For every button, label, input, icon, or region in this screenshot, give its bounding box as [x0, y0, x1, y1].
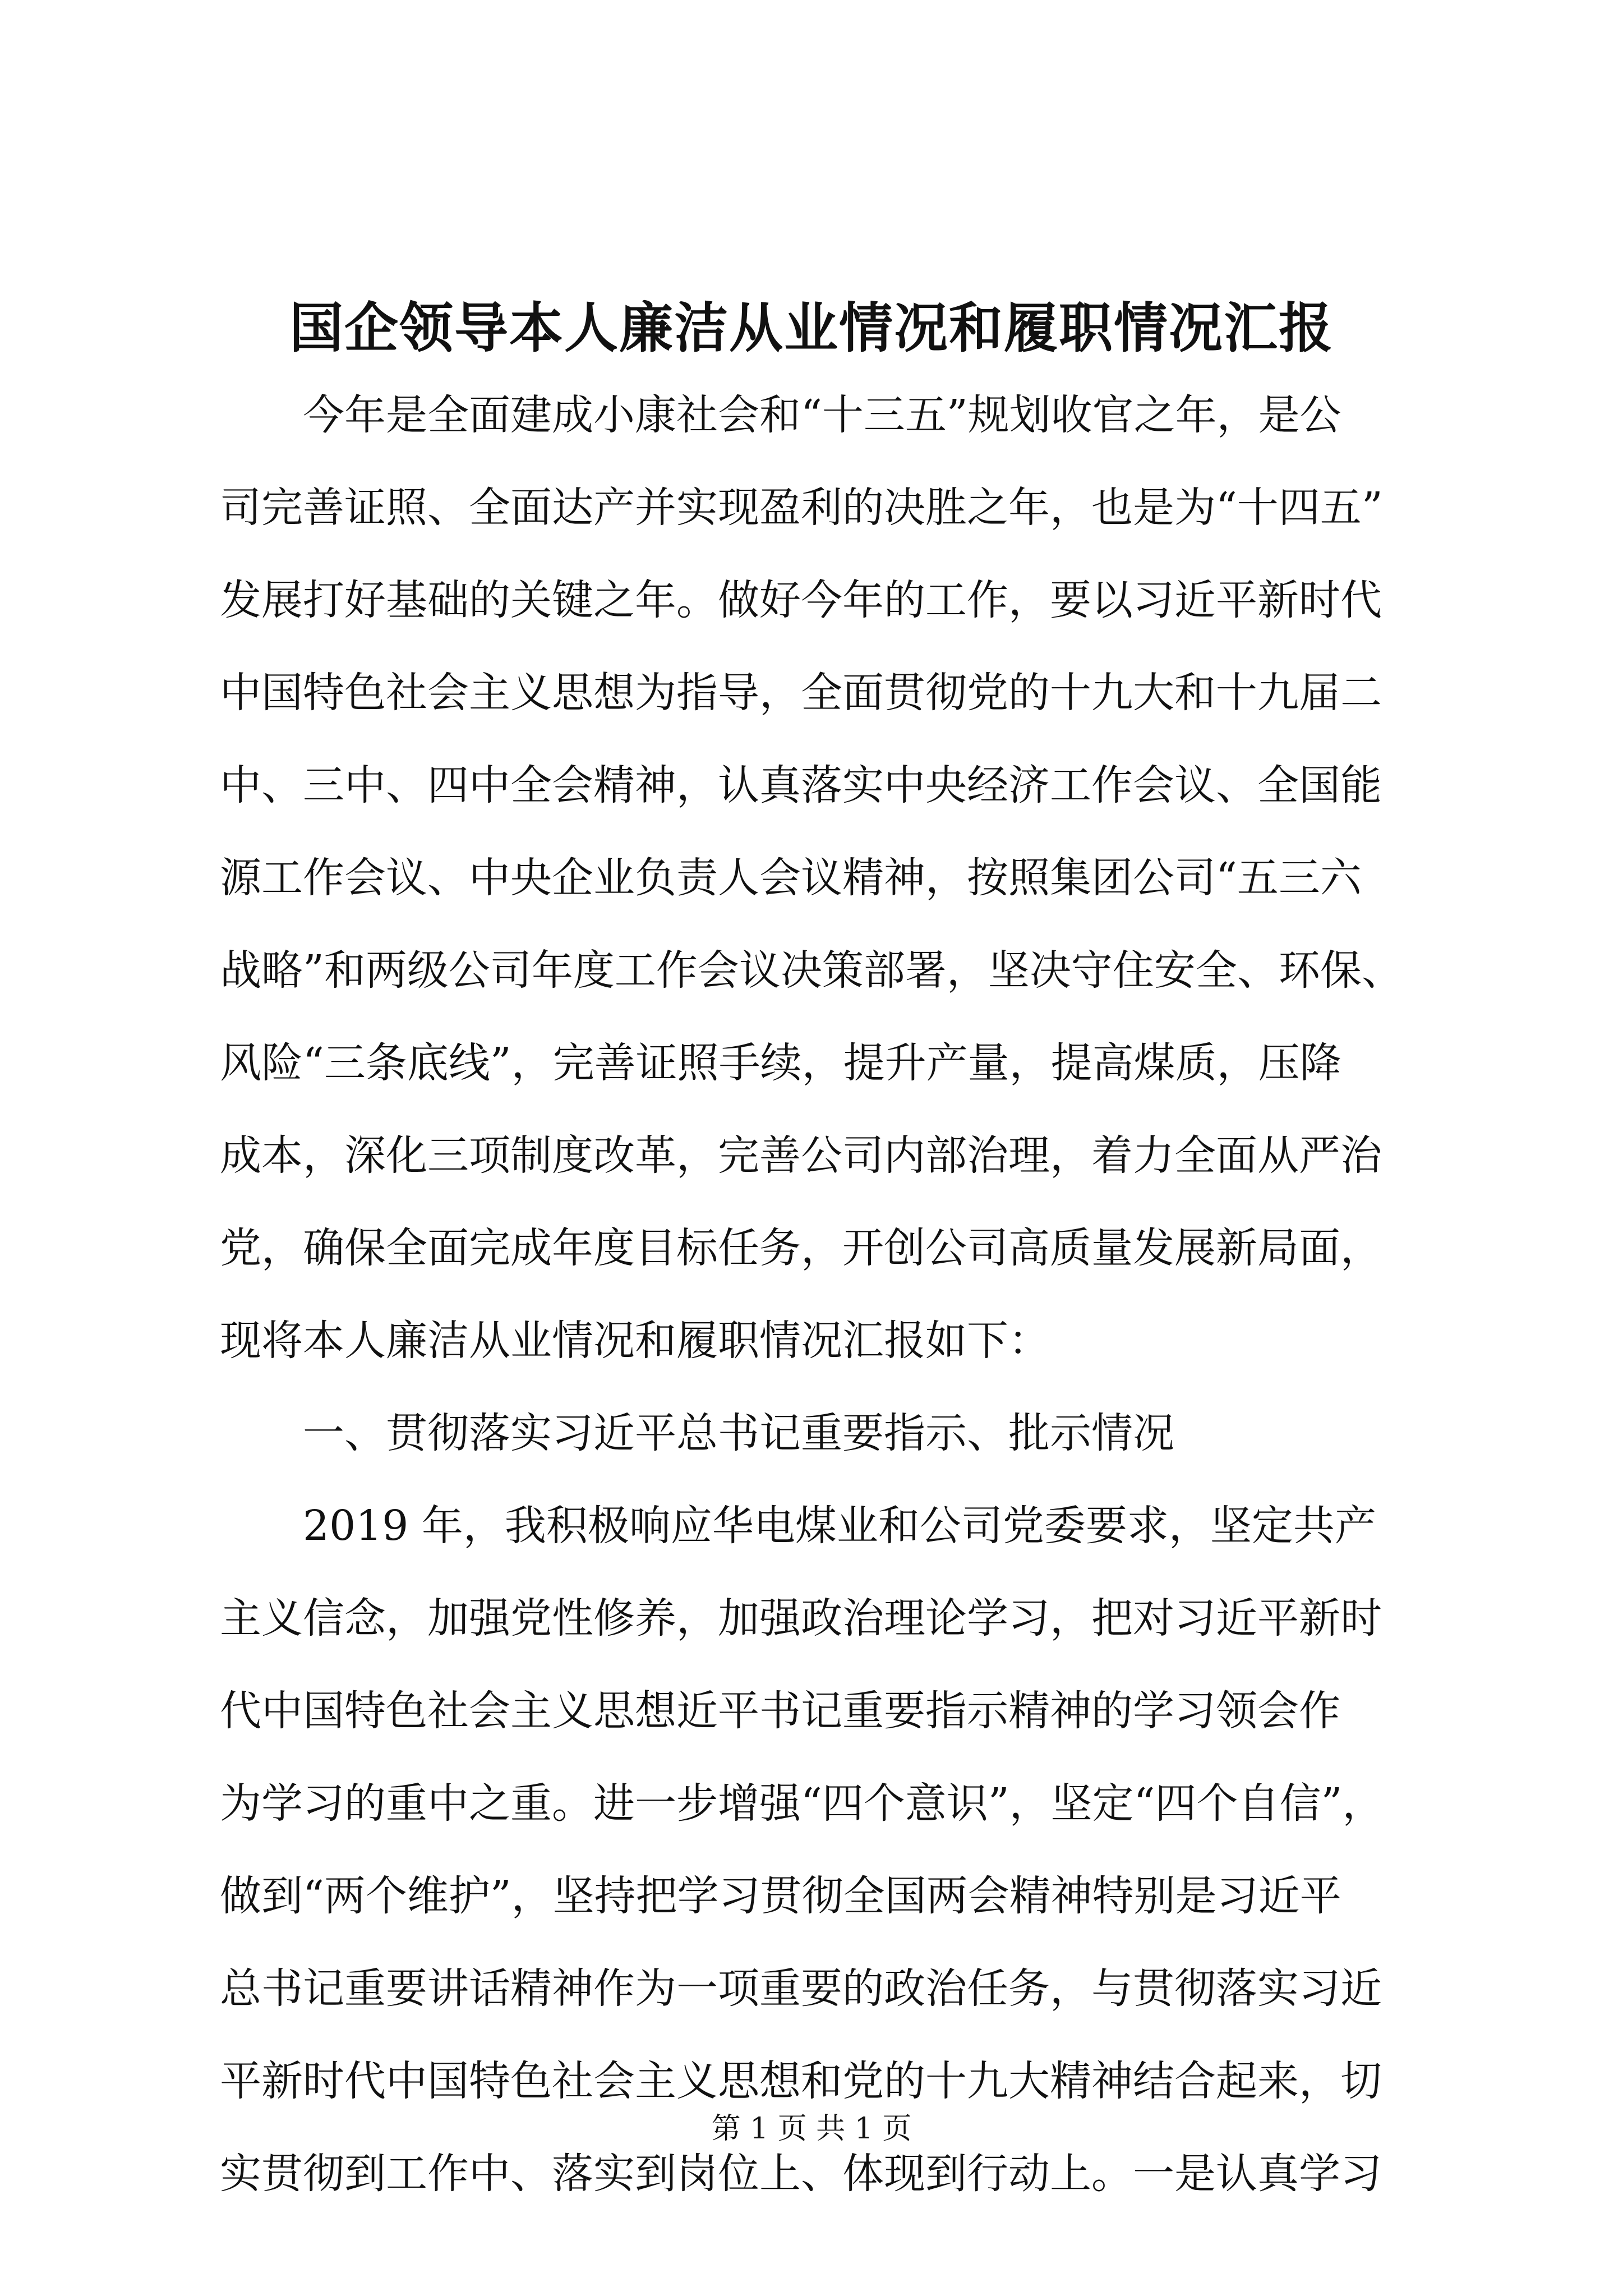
- text-line: 中国特色社会主义思想为指导，全面贯彻党的十九大和十九届二: [220, 669, 1382, 717]
- document-title: 国企领导本人廉洁从业情况和履职情况汇报: [289, 296, 1334, 360]
- text-line: 为学习的重中之重。进一步增强“四个意识”，坚定“四个自信”，: [220, 1779, 1384, 1828]
- page-number-label: 第 1 页 共 1 页: [711, 2112, 912, 2146]
- text-line: 今年是全面建成小康社会和“十三五”规划收官之年，是公: [303, 391, 1341, 439]
- text-line: 2019 年，我积极响应华电煤业和公司党委要求，坚定共产: [303, 1502, 1376, 1550]
- text-line: 源工作会议、中央企业负责人会议精神，按照集团公司“五三六: [220, 854, 1362, 902]
- text-line: 中、三中、四中全会精神，认真落实中央经济工作会议、全国能: [220, 761, 1382, 809]
- text-line: 现将本人廉洁从业情况和履职情况汇报如下：: [220, 1317, 1050, 1365]
- text-line: 司完善证照、全面达产并实现盈利的决胜之年，也是为“十四五”: [220, 484, 1383, 532]
- text-line: 风险“三条底线”，完善证照手续，提升产量，提高煤质，压降: [220, 1039, 1341, 1087]
- text-line: 发展打好基础的关键之年。做好今年的工作，要以习近平新时代: [220, 576, 1382, 624]
- text-line: 总书记重要讲话精神作为一项重要的政治任务，与贯彻落实习近: [220, 1964, 1382, 2013]
- text-line: 代中国特色社会主义思想近平书记重要指示精神的学习领会作: [220, 1687, 1340, 1735]
- page-footer: [0, 2109, 1623, 2148]
- text-line: 平新时代中国特色社会主义思想和党的十九大精神结合起来，切: [220, 2057, 1382, 2105]
- text-line: 党，确保全面完成年度目标任务，开创公司高质量发展新局面，: [220, 1224, 1382, 1272]
- text-line: 实贯彻到工作中、落实到岗位上、体现到行动上。一是认真学习: [220, 2150, 1382, 2198]
- text-line: 主义信念，加强党性修养，加强政治理论学习，把对习近平新时: [220, 1594, 1382, 1642]
- text-line: 成本，深化三项制度改革，完善公司内部治理，着力全面从严治: [220, 1131, 1382, 1180]
- text-line: 战略”和两级公司年度工作会议决策部署，坚决守住安全、环保、: [220, 946, 1403, 995]
- text-line: 做到“两个维护”，坚持把学习贯彻全国两会精神特别是习近平: [220, 1872, 1341, 1920]
- section-heading: 一、贯彻落实习近平总书记重要指示、批示情况: [303, 1409, 1174, 1457]
